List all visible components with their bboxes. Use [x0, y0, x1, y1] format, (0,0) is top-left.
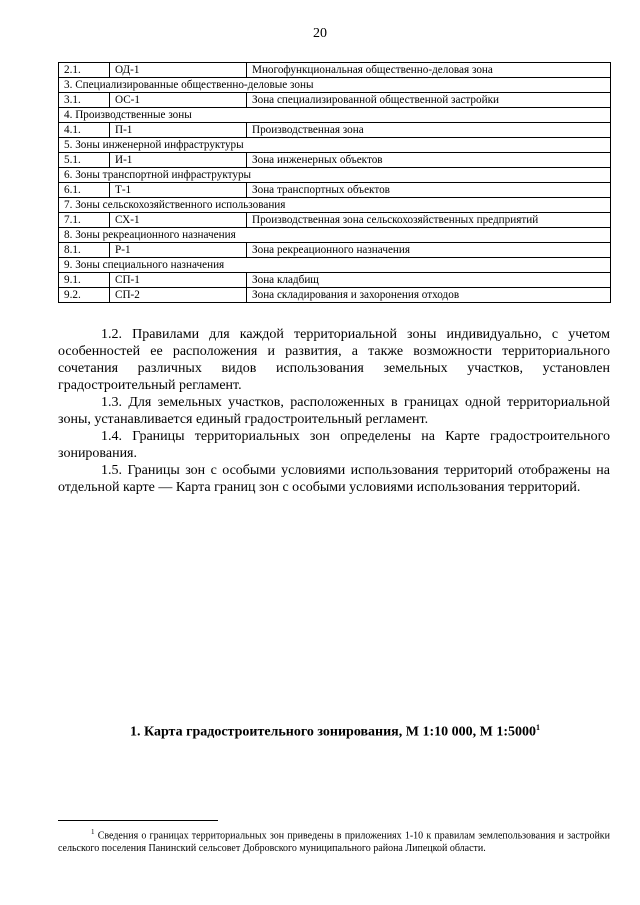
zone-number-cell: 6.1.	[59, 183, 110, 198]
table-row	[59, 63, 611, 78]
section-heading	[0, 723, 640, 741]
table-section-row	[59, 198, 611, 213]
zone-name-cell: Зона транспортных объектов	[247, 183, 611, 198]
zone-name-cell: Зона инженерных объектов	[247, 153, 611, 168]
page-number: 20	[313, 26, 327, 41]
table-section-row	[59, 168, 611, 183]
zones-table-body	[59, 63, 611, 303]
section-title-cell: 5. Зоны инженерной инфраструктуры	[59, 138, 611, 153]
table-row	[59, 93, 611, 108]
footnote-mark: 1	[91, 828, 95, 836]
footnote	[58, 826, 610, 855]
paragraph-1-3: 1.3. Для земельных участков, расположенных в границах одной территориальной зоны, устанавливается единый градостроительный регламент.	[58, 395, 610, 427]
zone-code-cell: П-1	[110, 123, 247, 138]
section-heading-text: 1. Карта градостроительного зонирования, М 1:10 000, М 1:5000	[129, 724, 536, 740]
paragraph-1-2: 1.2. Правилами для каждой территориальной зоны индивидуально, с учетом особенностей ее расположения и развития, а также возможности территориального сочетания различных видов использования земельных участков, установлен градостроительный регламент.	[58, 327, 610, 393]
section-title-cell: 8. Зоны рекреационного назначения	[59, 228, 611, 243]
zone-code-cell: Т-1	[110, 183, 247, 198]
table-section-row	[59, 138, 611, 153]
table-section-row	[59, 258, 611, 273]
table-section-row	[59, 78, 611, 93]
zone-name-cell: Многофункциональная общественно-деловая зона	[247, 63, 611, 78]
zone-name-cell: Зона складирования и захоронения отходов	[247, 288, 611, 303]
section-title-cell: 6. Зоны транспортной инфраструктуры	[59, 168, 611, 183]
footnote-separator	[58, 820, 218, 821]
zone-code-cell: ОС-1	[110, 93, 247, 108]
table-section-row	[59, 228, 611, 243]
table-row	[59, 243, 611, 258]
paragraph-1-5: 1.5. Границы зон с особыми условиями использования территорий отображены на отдельной карте — Карта границ зон с особыми условиями использования территорий.	[58, 463, 610, 495]
zone-number-cell: 5.1.	[59, 153, 110, 168]
zone-name-cell: Зона специализированной общественной застройки	[247, 93, 611, 108]
zone-number-cell: 3.1.	[59, 93, 110, 108]
zone-name-cell: Производственная зона сельскохозяйственных предприятий	[247, 213, 611, 228]
zone-code-cell: СП-2	[110, 288, 247, 303]
zone-code-cell: ОД-1	[110, 63, 247, 78]
zone-number-cell: 7.1.	[59, 213, 110, 228]
table-section-row	[59, 108, 611, 123]
section-title-cell: 9. Зоны специального назначения	[59, 258, 611, 273]
zone-name-cell: Зона рекреационного назначения	[247, 243, 611, 258]
zone-code-cell: И-1	[110, 153, 247, 168]
section-title-cell: 3. Специализированные общественно-деловые зоны	[59, 78, 611, 93]
zone-name-cell: Производственная зона	[247, 123, 611, 138]
zone-code-cell: СХ-1	[110, 213, 247, 228]
table-row	[59, 288, 611, 303]
footnote-text: Сведения о границах территориальных зон приведены в приложениях 1-10 к правилам землепользования и застройки сельского поселения Панинский сельсовет Добровского муниципального района Липецкой области.	[58, 830, 611, 855]
zone-number-cell: 2.1.	[59, 63, 110, 78]
table-row	[59, 213, 611, 228]
zone-number-cell: 4.1.	[59, 123, 110, 138]
table-row	[59, 273, 611, 288]
zone-code-cell: Р-1	[110, 243, 247, 258]
zone-name-cell: Зона кладбищ	[247, 273, 611, 288]
section-title-cell: 4. Производственные зоны	[59, 108, 611, 123]
zone-number-cell: 9.1.	[59, 273, 110, 288]
zone-code-cell: СП-1	[110, 273, 247, 288]
table-row	[59, 123, 611, 138]
footnote-reference[interactable]: 1	[536, 723, 540, 732]
zones-table	[58, 62, 611, 303]
paragraph-1-4: 1.4. Границы территориальных зон определены на Карте градостроительного зонирования.	[58, 429, 610, 461]
zone-number-cell: 8.1.	[59, 243, 110, 258]
section-title-cell: 7. Зоны сельскохозяйственного использования	[59, 198, 611, 213]
zone-number-cell: 9.2.	[59, 288, 110, 303]
body-text	[58, 326, 610, 496]
table-row	[59, 153, 611, 168]
table-row	[59, 183, 611, 198]
